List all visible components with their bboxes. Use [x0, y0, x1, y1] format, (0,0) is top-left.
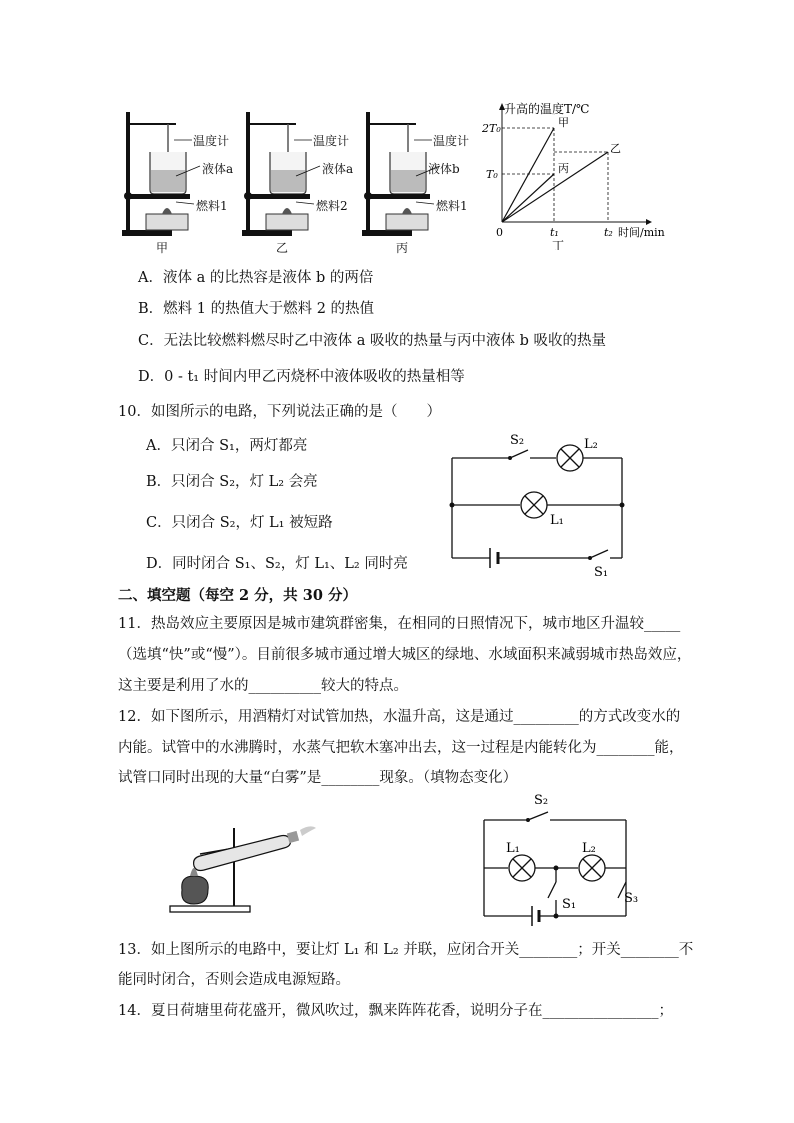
switch-s2-b [528, 812, 548, 820]
ytick-t0: T₀ [486, 168, 498, 181]
fuel-label-2: 燃料2 [316, 199, 348, 213]
fuel-label-3: 燃料1 [436, 199, 468, 213]
liquid-label-1: 液体a [202, 162, 234, 176]
q11-line-3: 这主要是利用了水的__________较大的特点。 [118, 678, 408, 694]
label-s2-b: S₂ [534, 793, 549, 808]
q11-line-1: 11．热岛效应主要原因是城市建筑群密集，在相同的日照情况下，城市地区升温较_____ [118, 616, 681, 632]
graph-svg [478, 100, 678, 250]
label-l1-b: L₁ [506, 841, 520, 856]
q12-line-2: 内能。试管中的水沸腾时，水蒸气把软木塞冲出去，这一过程是内能转化为________能， [118, 740, 684, 756]
q13-line-2: 能同时闭合，否则会造成电源短路。 [118, 972, 350, 988]
q14-line-1: 14．夏日荷塘里荷花盛开，微风吹过，飘来阵阵花香，说明分子在________________； [118, 1003, 673, 1019]
q10-option-d: D．同时闭合 S₁、S₂，灯 L₁、L₂ 同时亮 [146, 556, 408, 572]
series-label-yi: 乙 [610, 142, 621, 155]
switch-s2 [510, 450, 528, 458]
thermometer-label-1: 温度计 [193, 134, 230, 148]
q11-line-2: （选填“快”或“慢”）。目前很多城市通过增大城区的绿地、水域面积来减弱城市热岛效应， [118, 647, 692, 663]
label-s1: S₁ [594, 565, 609, 578]
q10-option-a: A．只闭合 S₁，两灯都亮 [146, 438, 308, 454]
temperature-graph [478, 100, 678, 250]
series-label-jia: 甲 [558, 116, 569, 129]
section-2-heading: 二、填空题（每空 2 分，共 30 分） [118, 587, 357, 604]
q9-option-a: A．液体 a 的比热容是液体 b 的两倍 [138, 270, 374, 286]
circuit-q13 [476, 786, 666, 926]
caption-jia: 甲 [156, 241, 169, 255]
liquid-label-2: 液体a [322, 162, 354, 176]
graph-xlabel: 时间/min [618, 226, 665, 239]
ytick-2t0: 2T₀ [482, 122, 501, 135]
label-s2: S₂ [510, 433, 525, 448]
switch-s1-b [548, 882, 556, 898]
series-yi-line [502, 152, 608, 222]
q9-option-d: D．0 - t₁ 时间内甲乙丙烧杯中液体吸收的热量相等 [138, 369, 465, 385]
test-tube-figure [160, 820, 320, 920]
q12-line-3: 试管口同时出现的大量“白雾”是________现象。（填物态变化） [118, 770, 518, 786]
xtick-t1: t₁ [550, 226, 559, 239]
series-label-bing: 丙 [558, 162, 569, 175]
caption-bing: 丙 [396, 241, 409, 255]
label-s1-b: S₁ [562, 897, 577, 912]
circuit-q13-svg [476, 786, 666, 926]
q12-line-1: 12．如下图所示，用酒精灯对试管加热，水温升高，这是通过_________的方式改变水的 [118, 709, 681, 725]
switch-s1 [590, 550, 608, 558]
xtick-t2: t₂ [604, 226, 613, 239]
circuit-q10 [440, 428, 640, 578]
graph-origin: 0 [496, 226, 503, 239]
apparatus-figure [118, 102, 488, 262]
label-l1: L₁ [550, 513, 564, 528]
q10-option-c: C．只闭合 S₂，灯 L₁ 被短路 [146, 515, 333, 531]
q9-option-b: B．燃料 1 的热值大于燃料 2 的热值 [138, 301, 375, 317]
graph-ylabel: 升高的温度T/℃ [504, 102, 590, 116]
q10-stem: 10．如图所示的电路，下列说法正确的是（ ） [118, 404, 441, 420]
thermometer-label-2: 温度计 [313, 134, 350, 148]
circuit-q10-svg [440, 428, 640, 578]
q10-option-b: B．只闭合 S₂，灯 L₂ 会亮 [146, 474, 318, 490]
q9-option-c: C．无法比较燃料燃尽时乙中液体 a 吸收的热量与丙中液体 b 吸收的热量 [138, 333, 606, 349]
thermometer-label-3: 温度计 [433, 134, 470, 148]
q13-line-1: 13．如上图所示的电路中，要让灯 L₁ 和 L₂ 并联，应闭合开关________；开关________不 [118, 942, 694, 958]
graph-caption: 丁 [552, 239, 565, 250]
series-jia-line [502, 128, 554, 222]
label-s3: S₃ [624, 891, 639, 906]
test-tube-svg [160, 820, 320, 920]
liquid-label-3: 液体b [428, 162, 460, 176]
label-l2-b: L₂ [582, 841, 596, 856]
apparatus-drawings [118, 102, 488, 262]
label-l2: L₂ [584, 437, 598, 452]
fuel-label-1: 燃料1 [196, 199, 228, 213]
series-bing-line [502, 174, 554, 222]
caption-yi: 乙 [276, 241, 289, 255]
